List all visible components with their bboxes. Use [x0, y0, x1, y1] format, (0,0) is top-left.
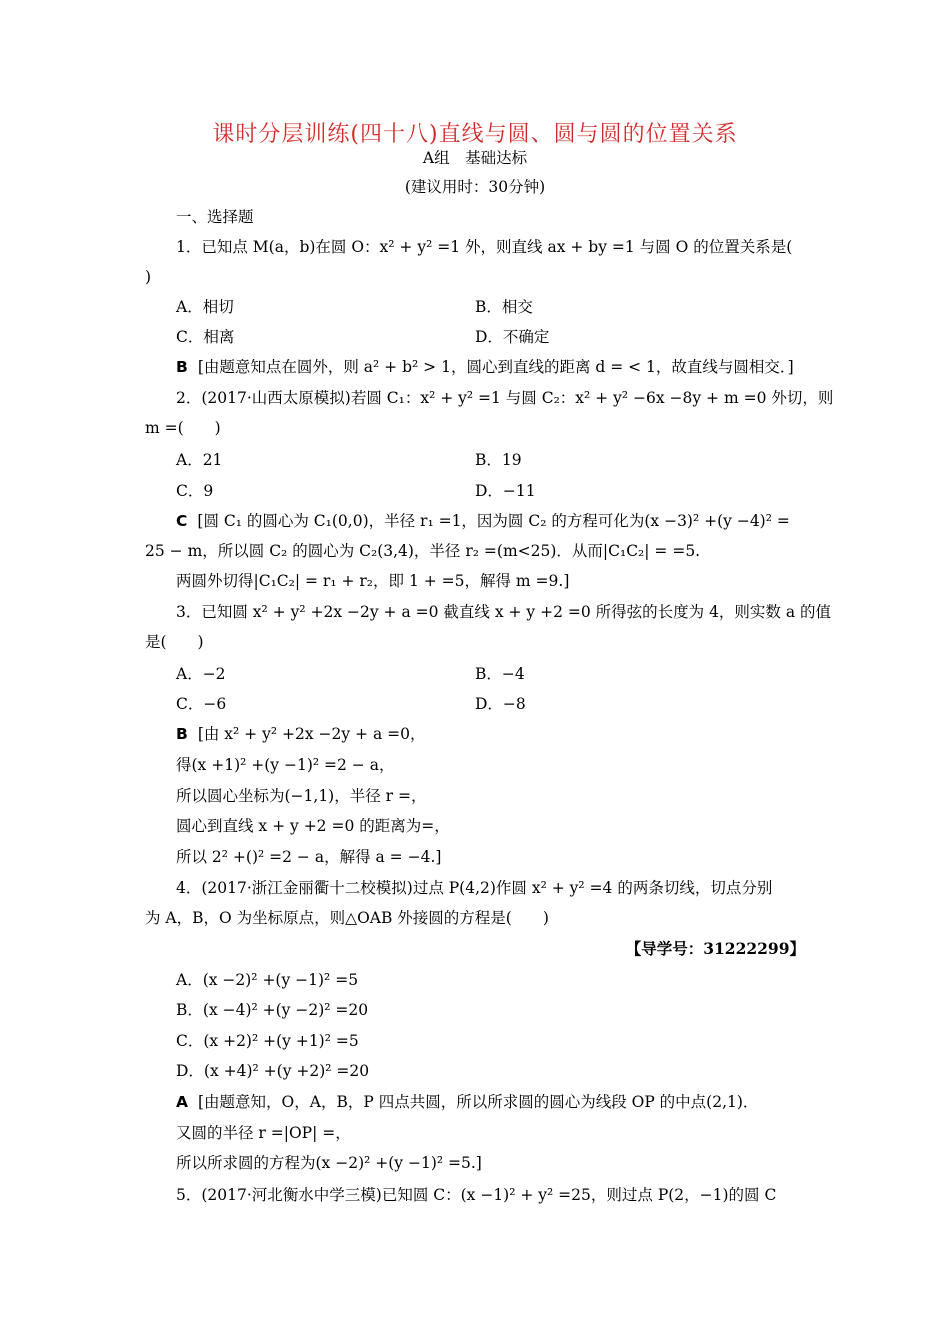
- q4-guide-code: 【导学号：31222299】: [625, 939, 805, 958]
- section-heading: 一、选择题: [176, 208, 254, 226]
- q3-option-c: C．−6: [176, 695, 227, 713]
- q3-option-a: A．−2: [176, 665, 226, 683]
- q2-option-a: A．21: [176, 451, 223, 469]
- q5-stem-line1: 5．(2017·河北衡水中学三模)已知圆 C：(x −1)² + y² =25，则过点 P(2，−1)的圆 C: [176, 1186, 777, 1204]
- q1-answer: B: [176, 358, 188, 376]
- q2-answer: C: [176, 512, 188, 530]
- q2-option-c: C．9: [176, 482, 214, 500]
- q4-option-b: B．(x −4)² +(y −2)² =20: [176, 1001, 369, 1019]
- q2-solution-text: [圆 C₁ 的圆心为 C₁(0,0)，半径 r₁ =1，因为圆 C₂ 的方程可化为(x −3)² +(y −4)² =: [197, 512, 790, 530]
- q1-option-a: A．相切: [176, 298, 234, 316]
- group-label: A组 基础达标: [422, 149, 528, 167]
- q3-solution-line2: 得(x +1)² +(y −1)² =2 − a，: [176, 756, 395, 774]
- q4-solution-line1: [176, 1092, 758, 1112]
- q2-stem-line1: 2．(2017·山西太原模拟)若圆 C₁：x² + y² =1 与圆 C₂：x² + y² −6x −8y + m =0 外切，则: [176, 389, 834, 407]
- q4-answer: A: [176, 1093, 188, 1111]
- q1-option-b: B．相交: [475, 298, 533, 316]
- q3-stem-line1: 3．已知圆 x² + y² +2x −2y + a =0 截直线 x + y +2 =0 所得弦的长度为 4，则实数 a 的值: [176, 603, 832, 621]
- q3-solution-line1: [176, 724, 425, 744]
- q2-solution-line1: [176, 511, 790, 531]
- q4-solution-text: [由题意知，O，A，B，P 四点共圆，所以所求圆的圆心为线段 OP 的中点(2,1)．: [198, 1093, 759, 1111]
- q2-option-b: B．19: [475, 451, 522, 469]
- q4-option-a: A．(x −2)² +(y −1)² =5: [176, 971, 359, 989]
- q4-stem-line2: 为 A，B，O 为坐标原点，则△OAB 外接圆的方程是( ): [145, 909, 549, 927]
- page-title: 课时分层训练(四十八)直线与圆、圆与圆的位置关系: [212, 122, 738, 147]
- q2-solution-line2: 25 − m，所以圆 C₂ 的圆心为 C₂(3,4)，半径 r₂ =(m<25)．从而|C₁C₂| = =5.: [145, 542, 701, 560]
- q3-stem-line2: 是( ): [145, 633, 204, 651]
- q3-solution-line3: 所以圆心坐标为(−1,1)，半径 r =，: [176, 787, 427, 805]
- q1-option-d: D．不确定: [475, 328, 550, 346]
- q1-solution-text: [由题意知点在圆外，则 a² + b² > 1，圆心到直线的距离 d = < 1，故直线与圆相交．]: [197, 358, 794, 376]
- q4-solution-line3: 所以所求圆的方程为(x −2)² +(y −1)² =5.]: [176, 1154, 482, 1172]
- q3-option-b: B．−4: [475, 665, 525, 683]
- q3-solution-line4: 圆心到直线 x + y +2 =0 的距离为=，: [176, 817, 450, 835]
- q4-option-c: C．(x +2)² +(y +1)² =5: [176, 1032, 359, 1050]
- q4-solution-line2: 又圆的半径 r =|OP| =，: [176, 1124, 351, 1142]
- q2-stem-line2: m =( ): [145, 419, 221, 437]
- q1-stem-line1: 1．已知点 M(a，b)在圆 O：x² + y² =1 外，则直线 ax + by =1 与圆 O 的位置关系是(: [176, 238, 793, 256]
- q3-solution-text: [由 x² + y² +2x −2y + a =0，: [197, 725, 426, 743]
- q4-stem-line1: 4．(2017·浙江金丽衢十二校模拟)过点 P(4,2)作圆 x² + y² =4 的两条切线，切点分别: [176, 879, 773, 897]
- q3-answer: B: [176, 725, 188, 743]
- q1-solution: [176, 357, 794, 377]
- q1-stem-line2: ): [145, 268, 152, 286]
- q3-solution-line5: 所以 2² +()² =2 − a，解得 a = −4.]: [176, 848, 442, 866]
- q3-option-d: D．−8: [475, 695, 526, 713]
- time-note: (建议用时：30分钟): [404, 178, 546, 196]
- q1-option-c: C．相离: [176, 328, 235, 346]
- q2-option-d: D．−11: [475, 482, 536, 500]
- q4-option-d: D．(x +4)² +(y +2)² =20: [176, 1062, 370, 1080]
- q2-solution-line3: 两圆外切得|C₁C₂| = r₁ + r₂，即 1 + =5，解得 m =9.]: [176, 572, 570, 590]
